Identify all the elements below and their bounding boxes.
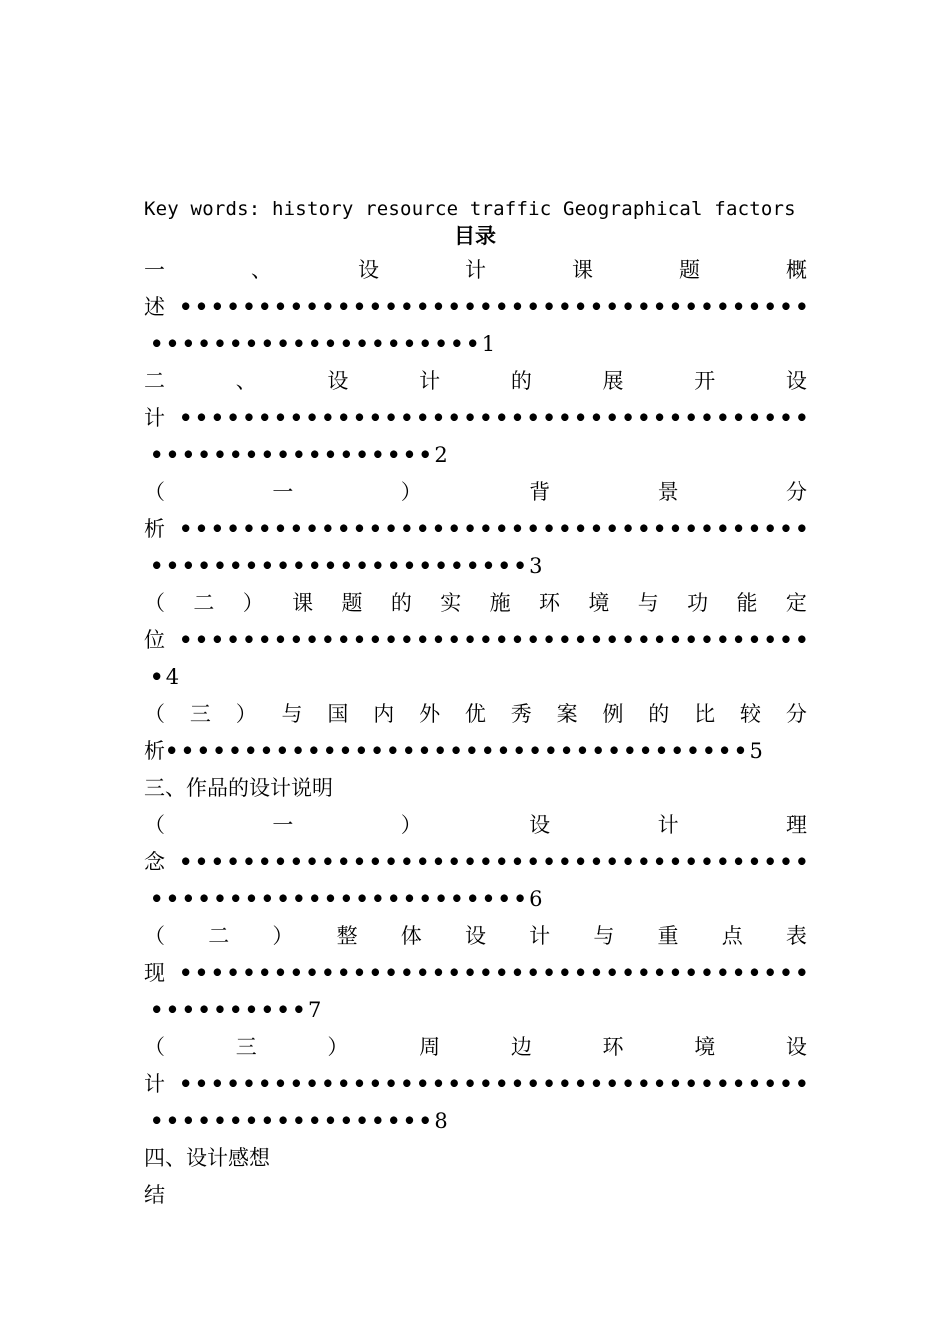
toc-char: 三 xyxy=(189,702,211,726)
leader-dots: • • • • • • • • • • • • • • • • • • • • • • • • • • • • • • • • • • • • • xyxy=(165,738,748,763)
toc-entry-line xyxy=(144,699,807,729)
page-number: 5 xyxy=(749,739,763,763)
toc-char: 分 xyxy=(785,702,807,726)
leader-dots: • • • • • • • • • • • • • • • • • • • • • • • • • • • • • • • • • • • • • • • • xyxy=(179,1071,809,1096)
page-number: 1 xyxy=(481,332,496,356)
toc-heading-text: 三、作品的设计说明 xyxy=(144,776,333,800)
toc-char: 一 xyxy=(272,813,294,837)
toc-char: 境 xyxy=(588,591,610,615)
toc-char: 设 xyxy=(358,258,379,282)
leader-dots: • • • • • • • • • • • • • • • • • • • • • • • • • • • • • • • • • • • • • • • • xyxy=(179,516,809,541)
toc-char: ） xyxy=(400,480,422,504)
toc-entry-line xyxy=(144,514,807,544)
toc-entry-line xyxy=(144,1069,807,1099)
toc-char: 析 xyxy=(144,739,165,763)
toc-char: （ xyxy=(144,702,165,726)
toc-char: （ xyxy=(144,1035,165,1059)
toc-char: 内 xyxy=(373,702,395,726)
toc-char: 整 xyxy=(336,924,358,948)
leader-dots: • • • • • • • • • • • • • • • • • • • • • • • • • • • • • • • • • • • • • • • • xyxy=(179,405,809,430)
toc-entry-line xyxy=(144,995,813,1025)
toc-char: 与 xyxy=(637,591,659,615)
toc-char: 与 xyxy=(281,702,303,726)
toc-char: 的 xyxy=(390,591,412,615)
toc-char: 题 xyxy=(679,258,700,282)
toc-entry-line xyxy=(144,1032,807,1062)
page-number: 6 xyxy=(529,887,543,911)
toc-entry-line xyxy=(144,477,807,507)
toc-char: 展 xyxy=(602,369,624,393)
toc-char: 、 xyxy=(251,258,272,282)
toc-char: 分 xyxy=(785,480,807,504)
leader-dots: • • • • • • • • • • • • • • • • • • • • • • • • xyxy=(150,553,527,578)
toc-entry-line xyxy=(144,736,807,766)
toc-char: 现 xyxy=(144,961,165,985)
toc-entry-line xyxy=(144,588,807,618)
page-number: 8 xyxy=(434,1109,448,1133)
toc-char: 课 xyxy=(292,591,314,615)
leader-dots: • • • • • • • • • • • • • • • • • • • • • • • • • • • • • • • • • • • • • • • • xyxy=(179,294,809,319)
toc-entry-line xyxy=(144,1106,813,1136)
toc-char: 计 xyxy=(657,813,679,837)
toc-char: 环 xyxy=(539,591,560,615)
toc-entry-line xyxy=(144,403,807,433)
toc-char: 设 xyxy=(785,369,807,393)
toc-title: 目录 xyxy=(454,224,496,248)
toc-char: 念 xyxy=(144,850,165,874)
toc-char: 题 xyxy=(341,591,363,615)
toc-entry-line xyxy=(144,958,807,988)
toc-entry-line xyxy=(144,810,807,840)
toc-char: 周 xyxy=(419,1035,441,1059)
toc-char: 实 xyxy=(440,591,462,615)
toc-char: 析 xyxy=(144,517,165,541)
toc-entry-line xyxy=(144,662,813,692)
toc-char: 计 xyxy=(529,924,551,948)
toc-entry-line xyxy=(144,292,807,322)
toc-entry-line xyxy=(144,847,807,877)
toc-char: 设 xyxy=(785,1035,807,1059)
toc-char: ） xyxy=(235,702,257,726)
leader-dots: • • • • • • • • • • • • • • • • • • • • • xyxy=(150,331,480,356)
toc-char: ） xyxy=(400,813,422,837)
page-number: 3 xyxy=(529,554,543,578)
toc-char: 外 xyxy=(419,702,441,726)
toc-char: 二 xyxy=(144,369,165,393)
toc-char: ） xyxy=(242,591,264,615)
toc-heading xyxy=(144,1143,807,1173)
toc-char: （ xyxy=(144,480,165,504)
toc-entry-line xyxy=(144,884,813,914)
toc-char: 、 xyxy=(235,369,257,393)
toc-char: 景 xyxy=(657,480,679,504)
toc-char: 能 xyxy=(736,591,758,615)
toc-char: 功 xyxy=(687,591,709,615)
toc-char: 计 xyxy=(465,258,486,282)
toc-char: 述 xyxy=(144,295,165,319)
page-number: 7 xyxy=(307,998,322,1022)
toc-entry-line xyxy=(144,366,807,396)
leader-dots: • • • • • • • • • • • • • • • • • • • • • • • • • • • • • • • • • • • • • • • • xyxy=(179,627,809,652)
toc-char: 一 xyxy=(272,480,294,504)
toc-char: 国 xyxy=(327,702,349,726)
toc-char: 课 xyxy=(572,258,593,282)
toc-entry-line xyxy=(144,921,807,951)
toc-char: ） xyxy=(272,924,294,948)
toc-char: 理 xyxy=(785,813,807,837)
toc-char: 的 xyxy=(510,369,532,393)
toc-entry-line xyxy=(144,440,813,470)
toc-char: 计 xyxy=(144,406,165,430)
toc-entry-line xyxy=(144,255,807,285)
leader-dots: • • • • • • • • • • xyxy=(150,997,306,1022)
toc-char: （ xyxy=(144,591,165,615)
toc-char: 设 xyxy=(529,813,551,837)
keywords-line: Key words: history resource traffic Geographical factors xyxy=(144,198,796,220)
toc-char: 一 xyxy=(144,258,165,282)
toc-char: 较 xyxy=(739,702,761,726)
toc-char: 计 xyxy=(419,369,441,393)
toc-char: 点 xyxy=(721,924,743,948)
toc-char: 环 xyxy=(602,1035,624,1059)
toc-entry-line xyxy=(144,625,807,655)
leader-dots: • • • • • • • • • • • • • • • • • • xyxy=(150,1108,432,1133)
toc-char: 设 xyxy=(327,369,349,393)
toc-heading-text: 结 xyxy=(144,1183,165,1207)
toc-entry-line xyxy=(144,551,813,581)
toc-char: 开 xyxy=(694,369,716,393)
leader-dots: • • • • • • • • • • • • • • • • • • xyxy=(150,442,432,467)
toc-char: （ xyxy=(144,813,165,837)
toc-char: （ xyxy=(144,924,165,948)
toc-char: 的 xyxy=(648,702,670,726)
toc-char: 计 xyxy=(144,1072,165,1096)
toc-char: 定 xyxy=(785,591,807,615)
toc-char: 表 xyxy=(785,924,807,948)
toc-char: 概 xyxy=(786,258,807,282)
toc-char: 二 xyxy=(193,591,215,615)
toc-char: 体 xyxy=(400,924,422,948)
toc-char: 三 xyxy=(235,1035,257,1059)
toc-char: 位 xyxy=(144,628,165,652)
toc-char: 境 xyxy=(694,1035,716,1059)
page-number: 2 xyxy=(434,443,448,467)
toc-char: 比 xyxy=(694,702,716,726)
toc-char: 案 xyxy=(556,702,578,726)
toc-char: 秀 xyxy=(510,702,532,726)
toc-heading xyxy=(144,773,807,803)
toc-char: 优 xyxy=(464,702,486,726)
leader-dots: • xyxy=(150,664,164,689)
toc-char: ） xyxy=(327,1035,349,1059)
toc-char: 重 xyxy=(657,924,679,948)
toc-heading xyxy=(144,1180,807,1210)
leader-dots: • • • • • • • • • • • • • • • • • • • • • • • • • • • • • • • • • • • • • • • • xyxy=(179,960,809,985)
toc-char: 施 xyxy=(489,591,511,615)
toc-entry-line xyxy=(144,329,813,359)
toc-heading-text: 四、设计感想 xyxy=(144,1146,270,1170)
toc-char: 背 xyxy=(529,480,551,504)
toc-char: 边 xyxy=(510,1035,532,1059)
leader-dots: • • • • • • • • • • • • • • • • • • • • • • • • xyxy=(150,886,527,911)
page-number: 4 xyxy=(165,665,180,689)
leader-dots: • • • • • • • • • • • • • • • • • • • • • • • • • • • • • • • • • • • • • • • • xyxy=(179,849,809,874)
toc-char: 与 xyxy=(593,924,615,948)
toc-char: 设 xyxy=(464,924,486,948)
toc-char: 二 xyxy=(208,924,230,948)
toc-char: 例 xyxy=(602,702,624,726)
